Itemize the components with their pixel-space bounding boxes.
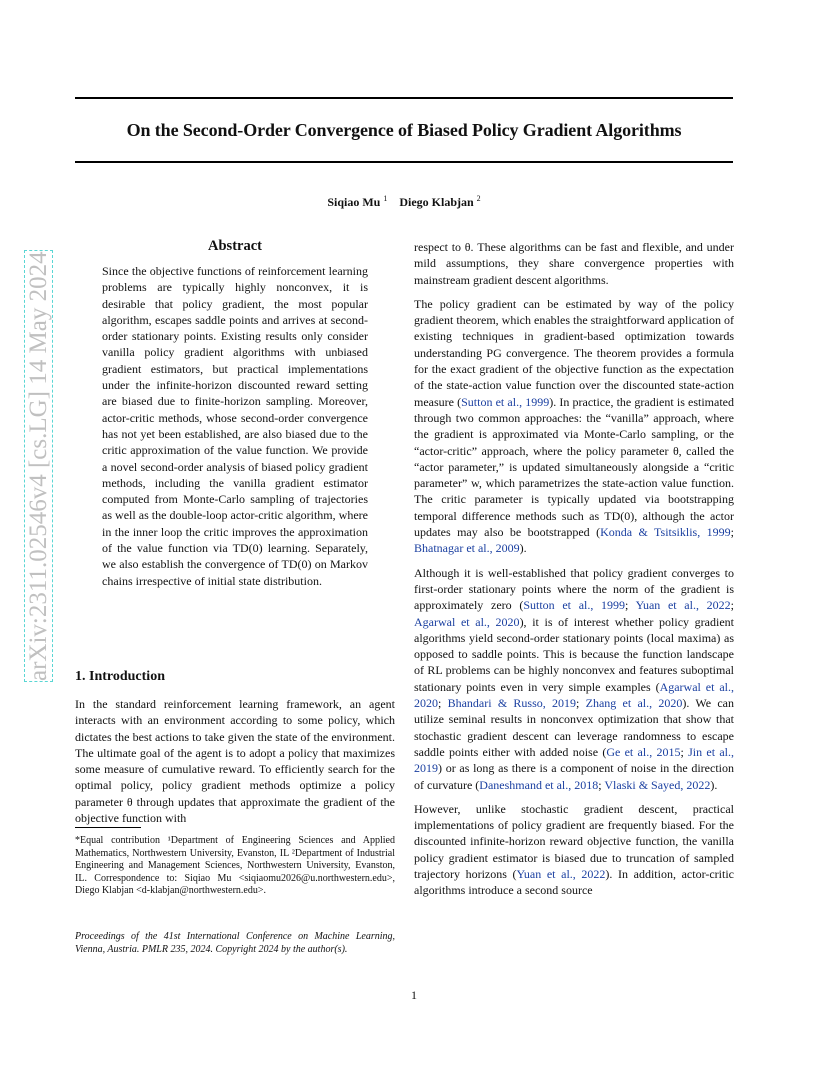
arxiv-identifier-stamp[interactable] [26, 251, 51, 771]
page-number: 1 [411, 988, 417, 1002]
right-column [414, 239, 734, 907]
citation-link[interactable]: Yuan et al., 2022 [635, 598, 731, 613]
citation-link[interactable]: Sutton et al., 1999 [461, 394, 550, 409]
paragraph-text: However, unlike stochastic gradient descent, practical implementations of policy gradient are frequently biased. For the discounted infinite-horizon reward objective function, the vanilla policy gradient estimator is biased due to truncation of sampled trajectory horizons ( [414, 801, 734, 881]
top-rule [75, 97, 733, 99]
proceedings-note [75, 931, 395, 956]
paragraph [414, 296, 734, 557]
citation-link[interactable]: Yuan et al., 2022 [516, 866, 606, 881]
citation-link[interactable]: Daneshmand et al., 2018 [479, 777, 599, 792]
paragraph-text: ) or as long as there is a component of noise in the direction of curvature ( [414, 761, 734, 792]
citation-link[interactable]: Sutton et al., 1999 [523, 598, 626, 613]
paper-title: On the Second-Order Convergence of Biased Policy Gradient Algorithms [126, 120, 682, 140]
author-list [75, 191, 733, 210]
citation-link[interactable]: Konda & Tsitsiklis, 1999 [600, 525, 731, 540]
affiliation-footnote: *Equal contribution ¹Department of Engineering Sciences and Applied Mathematics, Northwestern University, Evanston, IL ²Department of Industrial Engineering and Management Sciences, Northwestern University, Evanston, IL. Correspondence to: Siqiao Mu <siqiaomu2026@u.northwestern.edu>, Diego Klabjan <d-klabjan@northwestern.edu>. [75, 835, 395, 896]
paragraph: Although it is well-established that policy gradient converges to first-order stationary points where the norm of the gradient is approximately zero (Sutton et al., 1999; Yuan et al., 2022; Agarwal et al., 2020), it is of interest whether policy gradient algorithms yield second-order stationary points (local maxima) as opposed to saddle points. This is because the function landscape of RL problems can be highly nonconvex and features suboptimal stationary points even in very simple examples (Agarwal et al., 2020; Bhandari & Russo, 2019; Zhang et al., 2020). We can utilize seminal results in nonconvex optimization that show that stochastic gradient descent can leverage randomness to escape saddle points either with added noise (Ge et al., 2015; Jin et al., 2019) or as long as there is a component of noise in the direction of curvature (Daneshmand et al., 2018; Vlaski & Sayed, 2022). [414, 565, 735, 792]
introduction-text: In the standard reinforcement learning framework, an agent interacts with an environment according to some policy, which dictates the best actions to take given the state of the environment. The ultimate goal of the agent is to adopt a policy that maximizes some measure of cumulative reward. To efficiently search for the optimal policy, policy gradient methods optimize a policy parameter θ through updates that approximate the gradient of the objective function with [75, 697, 395, 826]
abstract-heading: Abstract [208, 238, 262, 254]
paragraph [414, 801, 734, 899]
paragraph-text: ). [710, 777, 718, 792]
paragraph-text: Although it is well-established that policy gradient converges to first-order stationary points where the norm of the gradient is approximately zero ( [414, 565, 734, 613]
paragraph-text: ), it is of interest whether policy gradient algorithms yield second-order stationary points (local maxima) as opposed to saddle points. This is because the function landscape of RL problems can be highly nonconvex and features suboptimal stationary points even in very simple examples ( [414, 614, 734, 694]
arxiv-stamp-text[interactable]: arXiv:2311.02546v4 [cs.LG] 14 May 2024 [25, 251, 52, 681]
citation-link[interactable]: Jin et al., 2019 [414, 744, 735, 776]
citation-link[interactable]: Bhandari & Russo, 2019 [447, 696, 577, 711]
paragraph: respect to θ. These algorithms can be fast and flexible, and under mild assumptions, they share convergence properties with mainstream gradient descent algorithms. [414, 240, 734, 287]
citation-link[interactable]: Ge et al., 2015 [606, 744, 681, 759]
footnote-rule [75, 827, 141, 828]
author-name: Siqiao Mu [327, 195, 381, 209]
abstract-text: Since the objective functions of reinforcement learning problems are typically highly nonconvex, it is desirable that policy gradient, the most popular algorithm, escapes saddle points and arrives at second-order stationary points. Existing results only consider vanilla policy gradient algorithms with unbiased gradient estimators, but practical implementations under the infinite-horizon discounted reward setting are biased due to finite-horizon sampling. Moreover, actor-critic methods, whose second-order convergence has not yet been established, are also biased due to the critic approximation of the value function. We provide a novel second-order analysis of biased policy gradient methods, including the vanilla gradient estimator computed from Monte-Carlo sampling of trajectories as well as the double-loop actor-critic algorithm, where in the inner loop the critic improves the approximation of the value function via TD(0) learning. Separately, we also establish the convergence of TD(0) on Markov chains irrespective of initial state distribution. [102, 264, 368, 588]
paragraph-text: ). We can utilize seminal results in nonconvex optimization that show that stochastic gradient descent can leverage randomness to escape saddle points either with added noise ( [414, 696, 735, 759]
citation-link[interactable]: Vlaski & Sayed, 2022 [604, 777, 711, 792]
section-heading-introduction: 1. Introduction [75, 669, 165, 684]
separator: ; [730, 525, 734, 540]
author-affiliation-mark: 2 [476, 194, 481, 203]
citation-link[interactable]: Agarwal et al., 2020 [414, 614, 520, 629]
author-affiliation-mark: 1 [383, 194, 388, 203]
citation-link[interactable]: Agarwal et al., 2020 [414, 679, 734, 711]
author-name: Diego Klabjan [399, 195, 474, 209]
paragraph-text: The policy gradient can be estimated by way of the policy gradient theorem, which enables the straightforward application of existing techniques in gradient-based optimization towards understanding PG convergence. The theorem provides a formula for the exact gradient of the objective function as the expectation of the state-action value function over the discounted state-action measure ( [414, 296, 734, 409]
paragraph-text: ). In addition, actor-critic algorithms introduce a second source [414, 866, 734, 898]
paragraph-text: ). In practice, the gradient is estimated through two common approaches: the “vanilla” approach, where the gradient is approximated via Monte-Carlo sampling, or the “actor-critic” approach, where the policy parameter θ, called the “actor parameter,” is updated simultaneously alongside a “critic parameter” w, which parametrizes the state-action value function. The critic parameter is typically updated via bootstrapping temporal difference methods such as TD(0), although the actor updates may also be bootstrapped ( [414, 394, 734, 540]
proceedings-text: Proceedings of the 41st International Conference on Machine Learning, Vienna, Austria. PMLR 235, 2024. Copyright 2024 by the author(s). [75, 931, 395, 955]
paragraph-text: ). [519, 541, 527, 556]
citation-link[interactable]: Zhang et al., 2020 [585, 696, 683, 711]
citation-link[interactable]: Bhatnagar et al., 2009 [414, 541, 520, 556]
title-bottom-rule [75, 161, 733, 163]
